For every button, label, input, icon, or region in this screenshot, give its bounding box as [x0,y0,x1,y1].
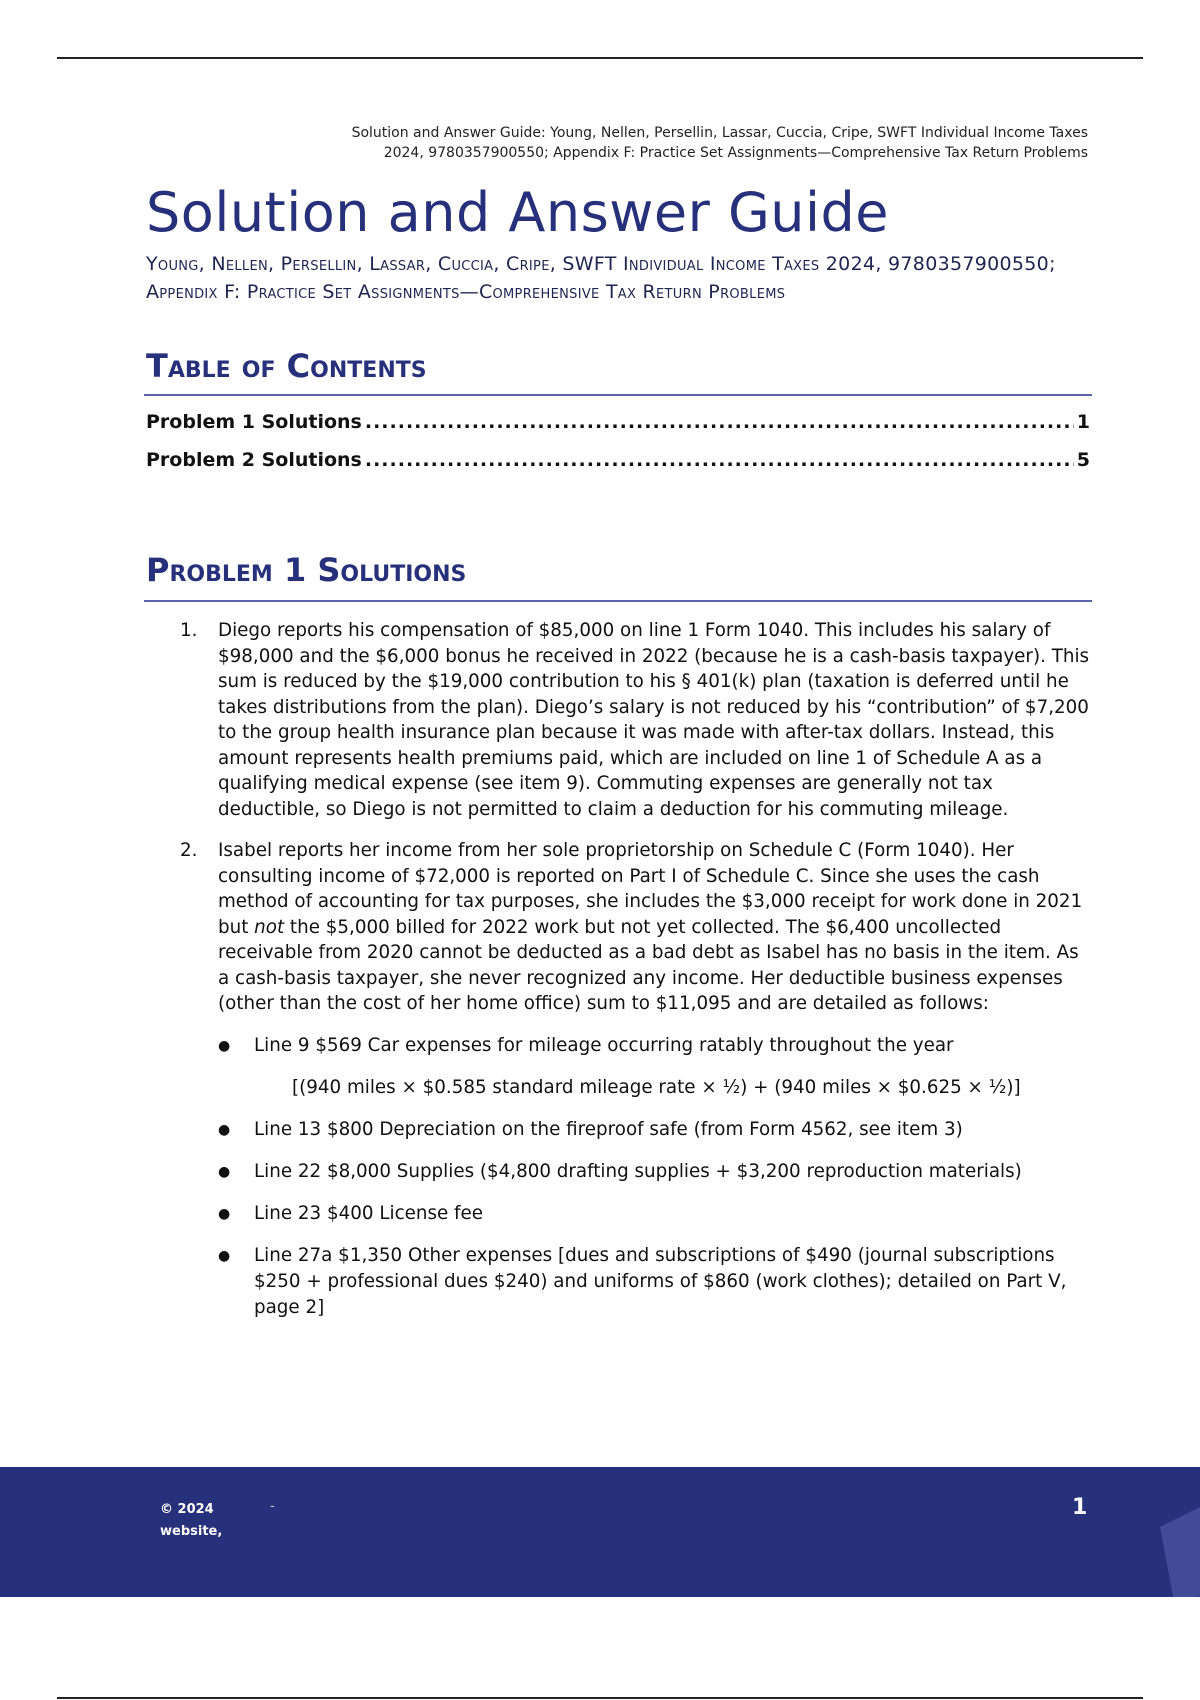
bullet-item [146,1033,1090,1101]
expense-bullet-list [146,1033,1090,1321]
toc-entry-problem-2[interactable] [146,448,1090,472]
list-item-number: 2. [180,840,198,861]
problem-1-heading: Problem 1 Solutions [144,550,1092,602]
document-body [146,180,1090,1337]
list-item [146,838,1090,1017]
problem-1-items [146,618,1090,1017]
list-item-text-part: Isabel reports her income from her sole proprietorship on Schedule C (Form 1040). Her consulting income of $72,000 is reported on Part I of Schedule C. Since she uses the cash method of accounting for tax purposes, she includes the $3,000 receipt for work done in 2021 but [218,840,1083,938]
toc-entry-label: Problem 1 Solutions [146,411,362,433]
bullet-text: Line 22 $8,000 Supplies ($4,800 drafting supplies + $3,200 reproduction materials) [254,1160,1022,1182]
bullet-item [146,1201,1090,1227]
list-item-text: Diego reports his compensation of $85,000 on line 1 Form 1040. This includes his salary of $98,000 and the $6,000 bonus he received in 2022 (because he is a cash-basis taxpayer). This sum is reduced by the $19,000 contribution to his § 401(k) plan (taxation is deferred until he takes distributions from the plan). Diego’s salary is not reduced by his “contribution” of $7,200 to the group health insurance plan because it was made with after-tax dollars. Instead, this amount represents health premiums paid, which are included on line 1 of Schedule A as a qualifying medical expense (see item 9). Commuting expenses are generally not tax deductible, so Diego is not permitted to claim a deduction for his commuting mileage. [218,620,1090,820]
document-title: Solution and Answer Guide [146,181,890,244]
running-header-line-2: 2024, 9780357900550; Appendix F: Practice Set Assignments—Comprehensive Tax Return Problems [383,145,1088,161]
bullet-text: Line 9 $569 Car expenses for mileage occurring ratably throughout the year [254,1034,954,1056]
bullet-item [146,1243,1090,1321]
bullet-subtext: [(940 miles × $0.585 standard mileage rate × ½) + (940 miles × $0.625 × ½)] [292,1076,1021,1098]
bullet-item [146,1159,1090,1185]
list-item-number: 1. [180,620,198,641]
list-item-text [218,840,1082,1014]
document-subtitle: Young, Nellen, Persellin, Lassar, Cuccia, Cripe, SWFT Individual Income Taxes 2024, 9780357900550; Appendix F: Practice Set Assignments—Comprehensive Tax Return Problems [146,253,1056,303]
footer-copyright-line-2: website, [160,1524,223,1539]
toc-list [146,410,1090,472]
running-header [240,123,1088,163]
footer-separator: - [270,1499,275,1514]
toc-entry-label: Problem 2 Solutions [146,449,362,471]
list-item [146,618,1090,822]
bullet-icon: ● [218,1205,231,1222]
toc-leader-dots [365,410,1074,434]
list-item-text-part: the $5,000 billed for 2022 work but not yet collected. The $6,400 uncollected receivable from 2020 cannot be deducted as a bad debt as Isabel has no basis in the item. As a cash-basis taxpayer, she never recognized any income. Her deductible business expenses (other than the cost of her home office) sum to $11,095 and are detailed as follows: [218,916,1079,1014]
bottom-rule [57,1697,1143,1699]
footer-page-number: 1 [1072,1495,1088,1520]
footer-copyright [160,1499,222,1543]
emphasis-text: not [254,916,285,938]
toc-heading: Table of Contents [144,346,1092,396]
footer-decoration-icon [1140,1497,1200,1597]
bullet-icon: ● [218,1037,231,1054]
bullet-icon: ● [218,1121,231,1138]
page-footer [0,1467,1200,1597]
top-rule [57,57,1143,59]
toc-entry-problem-1[interactable] [146,410,1090,434]
bullet-icon: ● [218,1247,231,1264]
bullet-text: Line 13 $800 Depreciation on the fireproof safe (from Form 4562, see item 3) [254,1118,963,1140]
toc-entry-page: 5 [1076,449,1090,471]
bullet-item [146,1117,1090,1143]
footer-copyright-line-1: © 2024 [160,1502,214,1517]
toc-leader-dots [365,448,1074,472]
running-header-line-1: Solution and Answer Guide: Young, Nellen, Persellin, Lassar, Cuccia, Cripe, SWFT Individual Income Taxes [351,125,1088,141]
toc-entry-page: 1 [1076,411,1090,433]
problem-1-section [146,550,1090,1321]
bullet-text: Line 27a $1,350 Other expenses [dues and subscriptions of $490 (journal subscriptions $250 + professional dues $240) and uniforms of $860 (work clothes); detailed on Part V, page 2] [254,1244,1067,1318]
table-of-contents [146,346,1090,472]
bullet-text: Line 23 $400 License fee [254,1202,483,1224]
bullet-icon: ● [218,1163,231,1180]
